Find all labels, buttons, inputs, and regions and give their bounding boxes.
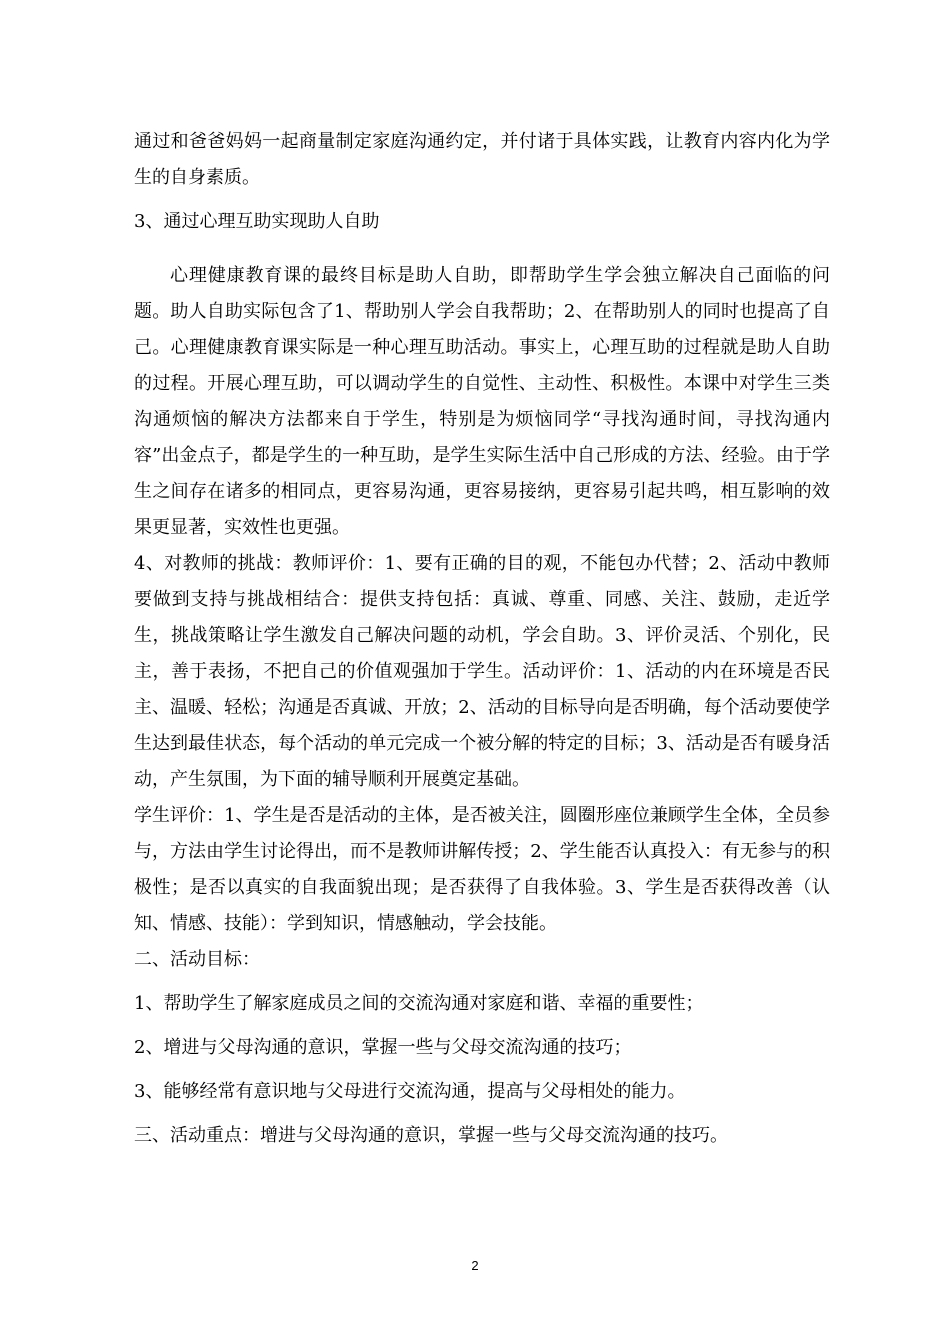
paragraph-intro-continuation: 通过和爸爸妈妈一起商量制定家庭沟通约定，并付诸于具体实践，让教育内容内化为学生的自身素质。 xyxy=(134,131,830,188)
activity-goal-3: 3、能够经常有意识地与父母进行交流沟通，提高与父母相处的能力。 xyxy=(134,1081,686,1102)
section-heading-activity-goals: 二、活动目标： xyxy=(134,949,260,970)
section-heading-activity-focus: 三、活动重点：增进与父母沟通的意识，掌握一些与父母交流沟通的技巧。 xyxy=(134,1125,728,1146)
paragraph-mutual-help: 心理健康教育课的最终目标是助人自助，即帮助学生学会独立解决自己面临的问题。助人自助实际包含了1、帮助别人学会自我帮助；2、在帮助别人的同时也提高了自己。心理健康教育课实际是一种心理互助活动。事实上，心理互助的过程就是助人自助的过程。开展心理互助，可以调动学生的自觉性、主动性、积极性。本课中对学生三类沟通烦恼的解决方法都来自于学生，特别是为烦恼同学“寻找沟通时间，寻找沟通内容”出金点子，都是学生的一种互助，是学生实际生活中自己形成的方法、经验。由于学生之间存在诸多的相同点，更容易沟通，更容易接纳，更容易引起共鸣，相互影响的效果更显著，实效性也更强。 xyxy=(134,265,830,538)
paragraph-student-evaluation: 学生评价：1、学生是否是活动的主体，是否被关注，圆圈形座位兼顾学生全体，全员参与，方法由学生讨论得出，而不是教师讲解传授；2、学生能否认真投入：有无参与的积极性；是否以真实的自我面貌出现；是否获得了自我体验。3、学生是否获得改善（认知、情感、技能）：学到知识，情感触动，学会技能。 xyxy=(134,805,830,934)
activity-goal-2: 2、增进与父母沟通的意识，掌握一些与父母交流沟通的技巧； xyxy=(134,1037,632,1058)
page-number: 2 xyxy=(471,1258,479,1273)
activity-goal-1: 1、帮助学生了解家庭成员之间的交流沟通对家庭和谐、幸福的重要性； xyxy=(134,993,704,1014)
paragraph-teacher-challenge: 4、对教师的挑战：教师评价：1、要有正确的目的观，不能包办代替；2、活动中教师要做到支持与挑战相结合：提供支持包括：真诚、尊重、同感、关注、鼓励，走近学生，挑战策略让学生激发自己解决问题的动机，学会自助。3、评价灵活、个别化，民主，善于表扬，不把自己的价值观强加于学生。活动评价：1、活动的内在环境是否民主、温暖、轻松；沟通是否真诚、开放；2、活动的目标导向是否明确，每个活动要使学生达到最佳状态，每个活动的单元完成一个被分解的特定的目标；3、活动是否有暖身活动，产生氛围，为下面的辅导顺利开展奠定基础。 xyxy=(134,553,830,790)
document-body xyxy=(134,124,830,1154)
section-heading-mutual-help: 3、通过心理互助实现助人自助 xyxy=(134,211,380,232)
